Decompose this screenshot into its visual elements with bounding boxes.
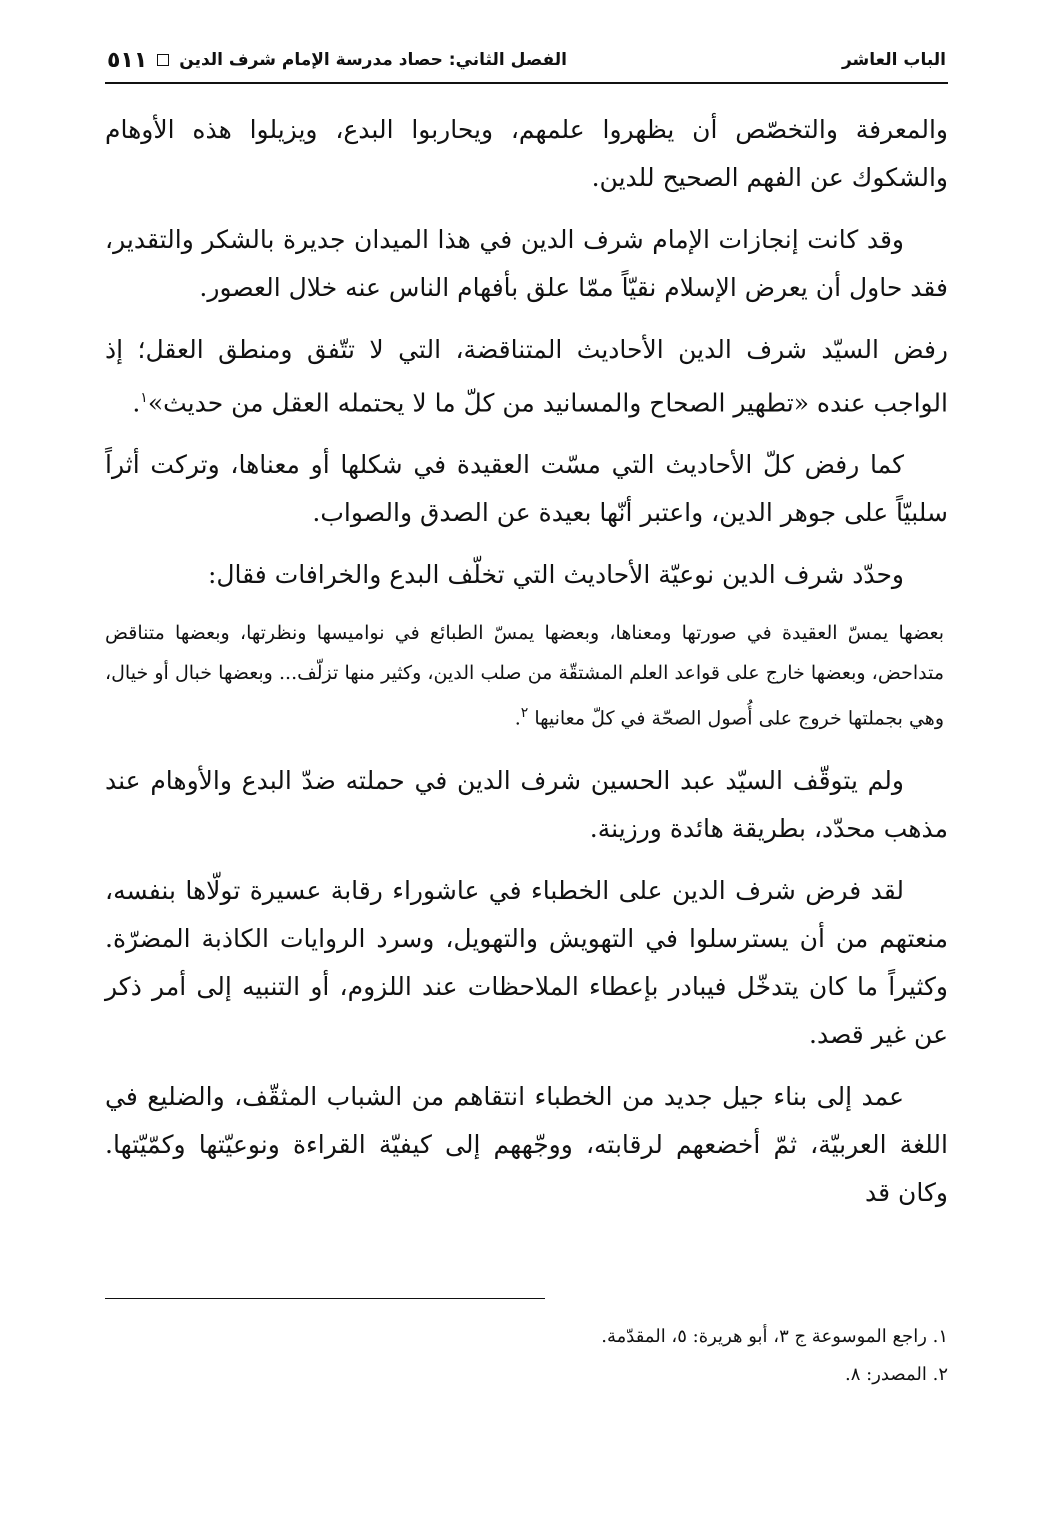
header-section-group: [107, 48, 567, 73]
footnote-ref-2: ٢: [520, 705, 529, 722]
page-body: [105, 106, 948, 1217]
footnote-1: ١. راجع الموسوعة ج ٣، أبو هريرة: ٥، المقدّمة.: [601, 1326, 948, 1347]
footnote-ref-1: ١: [140, 390, 148, 406]
page-number: ٥١١: [107, 47, 148, 73]
paragraph-8: عمد إلى بناء جيل جديد من الخطباء انتقاهم من الشباب المثقّف، والضليع في اللغة العربيّة، ثمّ أخضعهم لرقابته، ووجّههم إلى كيفيّة القراءة ونوعيّتها وكمّيّتها. وكان قد: [105, 1081, 948, 1207]
running-header: [105, 38, 948, 84]
book-page: [105, 38, 948, 1231]
paragraph-7: لقد فرض شرف الدين على الخطباء في عاشوراء رقابة عسيرة تولّاها بنفسه، منعتهم من أن يسترسلوا في التهويش والتهويل، وسرد الروايات الكاذبة المضرّة. وكثيراً ما كان يتدخّل فيبادر بإعطاء الملاحظات عند اللزوم، أو التنبيه إلى أمر ذكر عن غير قصد.: [105, 875, 948, 1049]
footnotes: [105, 1318, 948, 1394]
footnote-2: ٢. المصدر: ٨.: [845, 1364, 948, 1385]
paragraph-4: كما رفض كلّ الأحاديث التي مسّت العقيدة في شكلها أو معناها، وتركت أثراً سلبيّاً على جوهر الدين، واعتبر أنّها بعيدة عن الصدق والصواب.: [105, 450, 948, 528]
paragraph-1: والمعرفة والتخصّص أن يظهروا علمهم، ويحاربوا البدع، ويزيلوا هذه الأوهام والشكوك عن الفهم الصحيح للدين.: [105, 115, 948, 192]
square-ornament-icon: [157, 54, 169, 66]
footnote-divider: [105, 1298, 545, 1299]
paragraph-3-text: رفض السيّد شرف الدين الأحاديث المتناقضة، التي لا تتّفق ومنطق العقل؛ إذ الواجب عنده «تطهير الصحاح والمسانيد من كلّ ما لا يحتمله العقل من حديث»: [105, 335, 948, 418]
section-title: الفصل الثاني: حصاد مدرسة الإمام شرف الدين: [179, 50, 567, 70]
block-quote: بعضها يمسّ العقيدة في صورتها ومعناها، وبعضها يمسّ الطبائع في نواميسها ونظرتها، وبعضها متناقض متداحض، وبعضها خارج على قواعد العلم المشتقّة من صلب الدين، وكثير منها تزلّف... وبعضها خبال أو خيال، وهي بجملتها خروج على أُصول الصحّة في كلّ معانيها $^٢$.: [105, 622, 944, 730]
paragraph-5: وحدّد شرف الدين نوعيّة الأحاديث التي تخلّف البدع والخرافات فقال:: [207, 560, 904, 590]
paragraph-3: رفض السيّد شرف الدين الأحاديث المتناقضة، التي لا تتّفق ومنطق العقل؛ إذ الواجب عنده «تطهير الصحاح والمسانيد من كلّ ما لا يحتمله العقل من حديث»$^١$.: [105, 335, 948, 418]
paragraph-6: ولم يتوقّف السيّد عبد الحسين شرف الدين في حملته ضدّ البدع والأوهام عند مذهب محدّد، بطريقة هائدة ورزينة.: [105, 765, 948, 843]
paragraph-2: وقد كانت إنجازات الإمام شرف الدين في هذا الميدان جديرة بالشكر والتقدير، فقد حاول أن يعرض الإسلام نقيّاً ممّا علق بأفهام الناس عنه خلال العصور.: [105, 225, 948, 302]
chapter-title: الباب العاشر: [841, 50, 946, 70]
block-quote-text: بعضها يمسّ العقيدة في صورتها ومعناها، وبعضها يمسّ الطبائع في نواميسها ونظرتها، وبعضها متناقض متداحض، وبعضها خارج على قواعد العلم المشتقّة من صلب الدين، وكثير منها تزلّف... وبعضها خبال أو خيال، وهي بجملتها خروج على أُصول الصحّة في كلّ معانيها: [105, 622, 944, 730]
